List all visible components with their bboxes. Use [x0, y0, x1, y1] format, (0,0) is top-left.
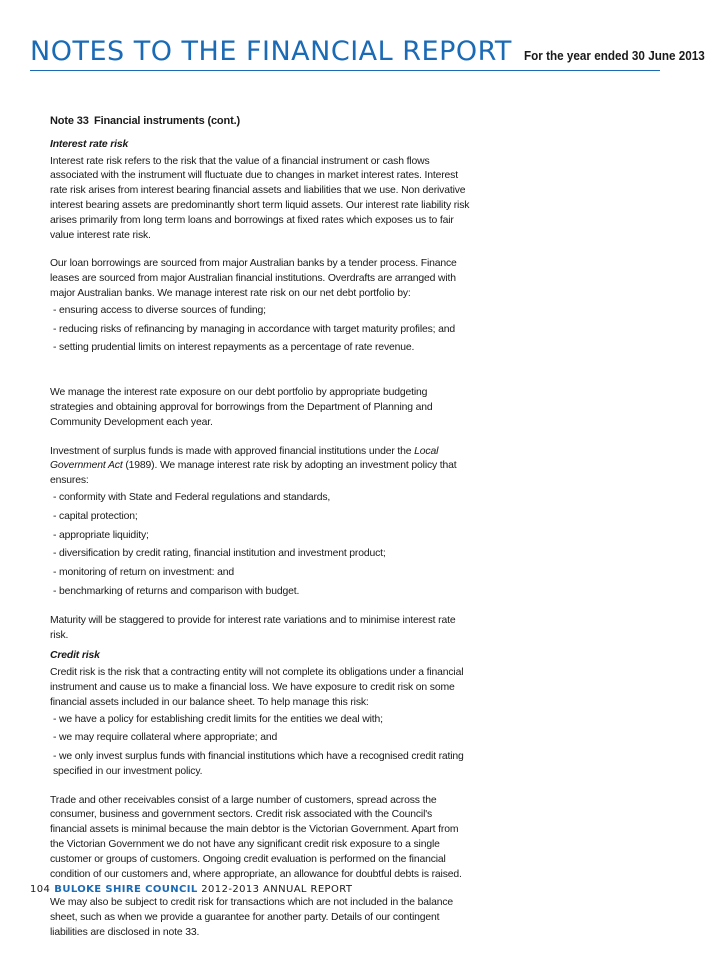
- act-name: Local Government Act: [50, 445, 439, 472]
- bullet-list: [50, 713, 470, 780]
- paragraph: Trade and other receivables consist of a large number of customers, spread across the consumer, business and government sectors. Credit risk associated with the Council's financial assets is minimal because the main debtor is the Victorian Government. Apart from the Victorian Government we do not have any significant credit risk exposure to a single customer or groups of customers. Ongoing credit evaluation is performed on the financial condition of our customers and, where appropriate, an allowance for doubtful debts is raised.: [50, 794, 462, 880]
- section-title-credit-risk: Credit risk: [50, 650, 100, 662]
- page-header: [30, 36, 706, 67]
- list-item: - reducing risks of refinancing by managing in accordance with target maturity profiles; and: [53, 323, 456, 335]
- list-item: - conformity with State and Federal regulations and standards,: [53, 491, 331, 503]
- list-item: - we only invest surplus funds with financial institutions which have a recognised credit rating specified in our investment policy.: [53, 751, 464, 777]
- page-number: 104: [30, 884, 51, 895]
- page-title: NOTES TO THE FINANCIAL REPORT: [30, 36, 512, 67]
- paragraph: Maturity will be staggered to provide for interest rate variations and to minimise interest rate risk.: [50, 614, 456, 641]
- list-item: - diversification by credit rating, financial institution and investment product;: [53, 548, 386, 560]
- paragraph: Credit risk is the risk that a contracting entity will not complete its obligations under a financial instrument and cause us to make a financial loss. We have exposure to credit risk on some financial assets included in our balance sheet. To help manage this risk:: [50, 667, 464, 708]
- section-title-interest-rate-risk: Interest rate risk: [50, 138, 129, 150]
- paragraph: [50, 445, 470, 489]
- footer-report-name: 2012-2013 ANNUAL REPORT: [201, 884, 353, 895]
- paragraph: Interest rate risk refers to the risk that the value of a financial instrument or cash flows associated with the instrument will fluctuate due to changes in market interest rates. Interest rate risk arises from interest bearing financial assets and liabilities that we use. Non derivative interest bearing assets are predominantly short term liquid assets. Our interest rate liability risk arises primarily from long term loans and borrowings at fixed rates which exposes us to fair value interest rate risk.: [50, 155, 470, 241]
- note-heading: [50, 114, 470, 129]
- list-item: - capital protection;: [53, 510, 138, 522]
- list-item: - setting prudential limits on interest repayments as a percentage of rate revenue.: [53, 342, 415, 354]
- paragraph-text: (1989). We manage interest rate risk by adopting an investment policy that ensures:: [50, 460, 457, 487]
- paragraph-text: Investment of surplus funds is made with approved financial institutions under the: [50, 445, 415, 457]
- list-item: - we have a policy for establishing credit limits for the entities we deal with;: [53, 713, 383, 725]
- bullet-list: [50, 491, 470, 600]
- header-divider: [30, 70, 660, 71]
- list-item: - ensuring access to diverse sources of funding;: [53, 304, 266, 316]
- list-item: - monitoring of return on investment: and: [53, 567, 234, 579]
- list-item: - we may require collateral where appropriate; and: [53, 732, 278, 744]
- paragraph: We manage the interest rate exposure on our debt portfolio by appropriate budgeting strategies and obtaining approval for borrowings from the Department of Planning and Community Development each year.: [50, 387, 433, 428]
- paragraph: We may also be subject to credit risk for transactions which are not included in the balance sheet, such as when we provide a guarantee for another party. Details of our contingent liabilities are disclosed in note 33.: [50, 897, 454, 939]
- page-subtitle: For the year ended 30 June 2013: [524, 48, 706, 63]
- document-body: [50, 114, 470, 955]
- paragraph: Our loan borrowings are sourced from major Australian banks by a tender process. Finance leases are sourced from major Australian financial institutions. Overdrafts are arranged with major Australian banks. We manage interest rate risk on our net debt portfolio by:: [50, 258, 457, 299]
- note-number: Note 33: [50, 115, 89, 127]
- page-footer: [30, 884, 352, 895]
- bullet-list: [50, 304, 470, 356]
- list-item: - appropriate liquidity;: [53, 529, 149, 541]
- list-item: - benchmarking of returns and comparison with budget.: [53, 585, 300, 597]
- note-title: Financial instruments (cont.): [94, 115, 240, 127]
- footer-org-name: BULOKE SHIRE COUNCIL: [54, 884, 198, 895]
